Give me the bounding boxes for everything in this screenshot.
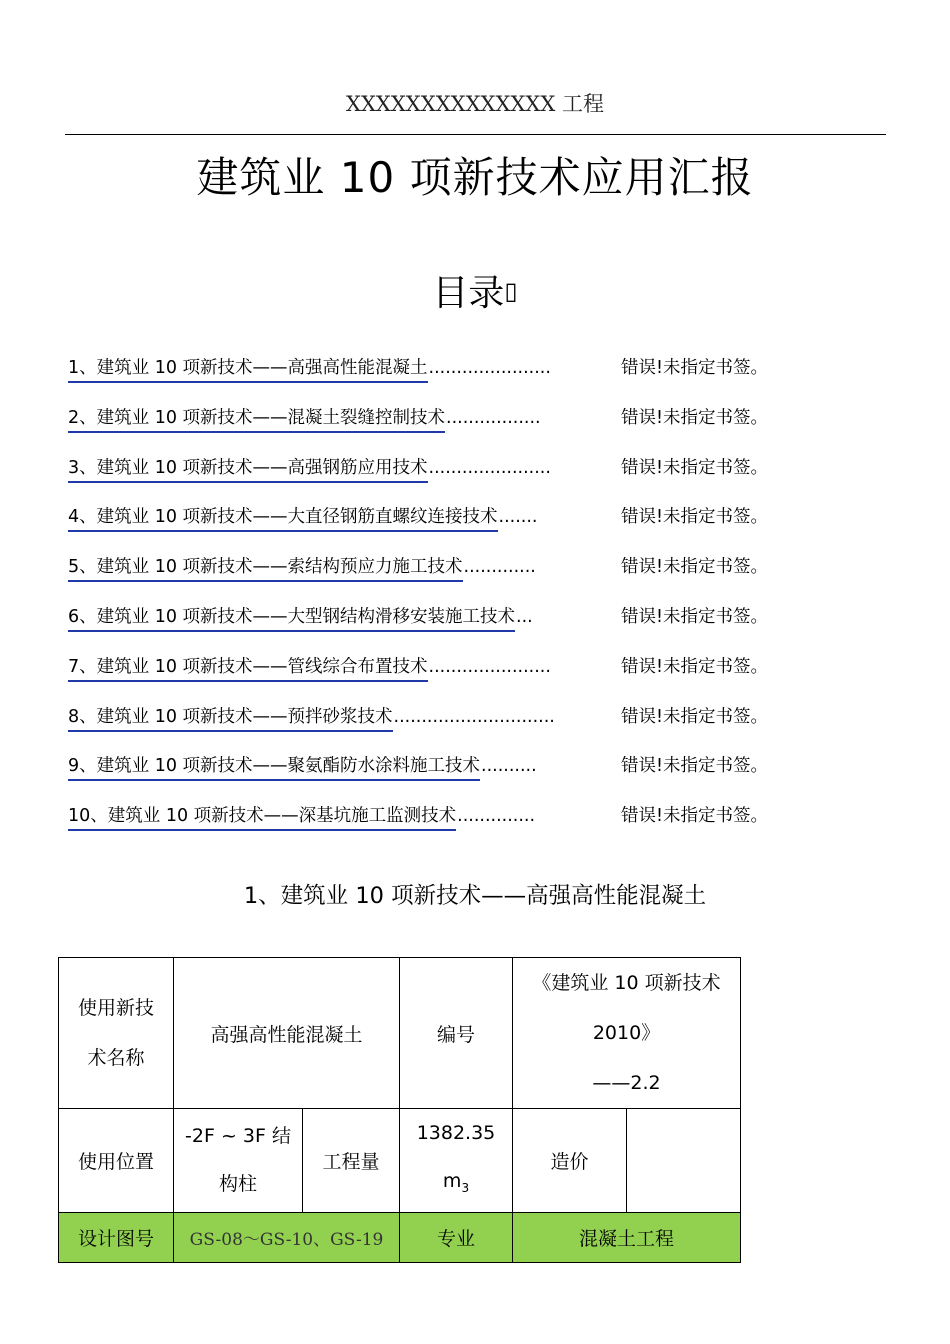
section-heading: 1、建筑业 10 项新技术——高强高性能混凝土 <box>243 883 707 909</box>
tech-name-value: 高强高性能混凝土 <box>174 958 400 1109</box>
tech-name-label-line: 使用新技 <box>77 997 154 1019</box>
document-title: 建筑业 10 项新技术应用汇报 <box>196 153 754 202</box>
quantity-unit: $m_3$ <box>442 1170 470 1195</box>
toc-item <box>68 505 768 555</box>
table-row <box>59 1109 741 1213</box>
toc-link-8[interactable]: 8、建筑业 10 项新技术——预拌砂浆技术 <box>68 705 393 732</box>
toc-leader: .............. <box>457 806 536 827</box>
toc-leader: ............. <box>463 557 536 578</box>
toc-page-ref: 错误!未指定书签。 <box>620 507 768 528</box>
location-value-line: -2F ~ 3F 结 <box>185 1125 291 1148</box>
toc-leader: ...................... <box>428 457 551 478</box>
table-row <box>59 958 741 1109</box>
toc-page-ref: 错误!未指定书签。 <box>620 656 768 677</box>
tech-name-label-line: 术名称 <box>87 1047 145 1069</box>
discipline-label: 专业 <box>400 1212 513 1262</box>
toc-page-ref: 错误!未指定书签。 <box>620 606 768 627</box>
table-of-contents <box>68 356 768 854</box>
location-value-line: 构柱 <box>218 1173 257 1196</box>
code-value-line: 《建筑业 10 项新技术 <box>532 972 721 994</box>
toc-item <box>68 555 768 605</box>
toc-leader: ... <box>516 606 533 627</box>
toc-link-10[interactable]: 10、建筑业 10 项新技术——深基坑施工监测技术 <box>68 804 456 831</box>
toc-page-ref: 错误!未指定书签。 <box>620 706 768 727</box>
table-row <box>59 1212 741 1262</box>
quantity-value-cell <box>400 1109 513 1213</box>
toc-item <box>68 406 768 456</box>
toc-heading-mark: ▯ <box>504 277 518 305</box>
toc-leader: ................. <box>446 407 541 428</box>
header-divider <box>65 134 886 135</box>
toc-page-ref: 错误!未指定书签。 <box>620 806 768 827</box>
drawing-number-label: 设计图号 <box>59 1212 174 1262</box>
location-value-cell <box>174 1109 303 1213</box>
toc-item <box>68 605 768 655</box>
tech-name-label-cell <box>59 958 174 1109</box>
toc-link-6[interactable]: 6、建筑业 10 项新技术——大型钢结构滑移安装施工技术 <box>68 605 515 632</box>
toc-page-ref: 错误!未指定书签。 <box>620 756 768 777</box>
cost-value <box>627 1109 741 1213</box>
code-value-cell <box>513 958 741 1109</box>
page-header: XXXXXXXXXXXXXX 工程 <box>346 92 604 116</box>
toc-page-ref: 错误!未指定书签。 <box>620 407 768 428</box>
toc-leader: ...................... <box>428 656 551 677</box>
toc-page-ref: 错误!未指定书签。 <box>620 457 768 478</box>
toc-item <box>68 804 768 854</box>
toc-link-4[interactable]: 4、建筑业 10 项新技术——大直径钢筋直螺纹连接技术 <box>68 505 498 532</box>
drawing-number-value: GS-08～GS-10、GS-19 <box>174 1212 400 1262</box>
toc-link-5[interactable]: 5、建筑业 10 项新技术——索结构预应力施工技术 <box>68 555 463 582</box>
toc-page-ref: 错误!未指定书签。 <box>620 358 768 378</box>
discipline-value: 混凝土工程 <box>513 1212 741 1262</box>
toc-page-ref: 错误!未指定书签。 <box>620 557 768 578</box>
toc-heading <box>0 265 950 316</box>
toc-leader: .......... <box>481 756 537 777</box>
quantity-label: 工程量 <box>303 1109 400 1213</box>
code-value-line: 2010》 <box>592 1022 661 1044</box>
toc-heading-text: 目录 <box>432 273 505 314</box>
toc-item <box>68 456 768 506</box>
location-label: 使用位置 <box>59 1109 174 1213</box>
toc-link-7[interactable]: 7、建筑业 10 项新技术——管线综合布置技术 <box>68 655 428 682</box>
toc-item <box>68 705 768 755</box>
toc-leader: ...................... <box>428 358 551 378</box>
toc-link-2[interactable]: 2、建筑业 10 项新技术——混凝土裂缝控制技术 <box>68 406 445 433</box>
toc-item <box>68 754 768 804</box>
toc-item <box>68 356 768 406</box>
toc-link-1[interactable]: 1、建筑业 10 项新技术——高强高性能混凝土 <box>68 356 428 383</box>
toc-leader: ....... <box>498 507 538 528</box>
toc-link-3[interactable]: 3、建筑业 10 项新技术——高强钢筋应用技术 <box>68 456 428 483</box>
quantity-number: 1382.35 <box>416 1122 496 1144</box>
code-value-line: ——2.2 <box>592 1072 661 1094</box>
toc-item <box>68 655 768 705</box>
toc-link-9[interactable]: 9、建筑业 10 项新技术——聚氨酯防水涂料施工技术 <box>68 754 480 781</box>
cost-label: 造价 <box>513 1109 627 1213</box>
toc-leader: ............................. <box>393 706 555 727</box>
code-label: 编号 <box>400 958 513 1109</box>
technology-info-table <box>58 957 741 1263</box>
